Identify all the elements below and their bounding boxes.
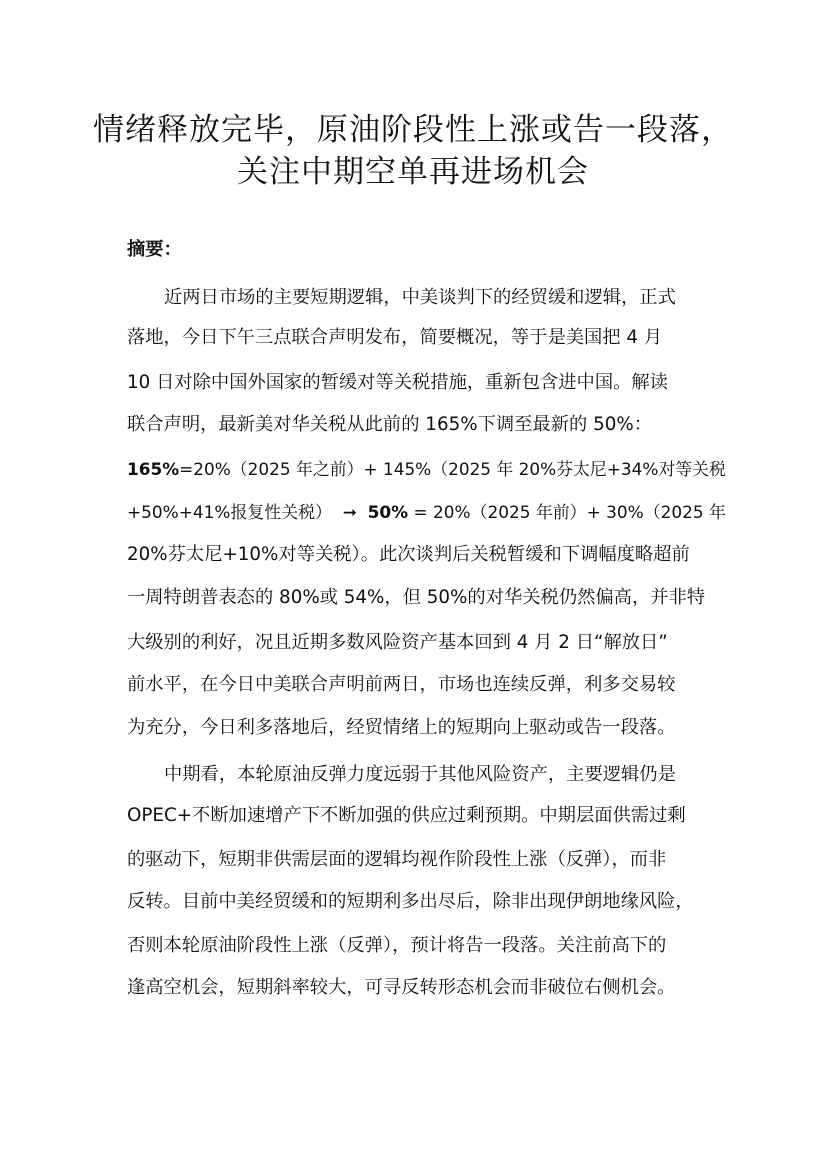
tariff-total-before: 165% [127,459,180,479]
paragraph-1-line-3: 10 日对除中国外国家的暂缓对等关税措施，重新包含进中国。解读 [127,372,668,393]
summary-label: 摘要： [127,239,182,260]
formula-line-2 [127,502,726,522]
arrow-right-icon: ➞ [342,502,357,522]
paragraph-2-line-4: 反转。目前中美经贸缓和的短期利多出尽后，除非出现伊朗地缘风险， [127,891,694,912]
formula-line-4: 一周特朗普表态的 80%或 54%，但 50%的对华关税仍然偏高，并非特 [127,587,706,608]
paragraph-2-line-6: 逢高空机会，短期斜率较大，可寻反转形态机会而非破位右侧机会。 [127,977,676,998]
formula-line-7: 为充分，今日利多落地后，经贸情绪上的短期向上驱动或告一段落。 [127,717,676,738]
paragraph-2-line-5: 否则本轮原油阶段性上涨（反弹），预计将告一段落。关注前高下的 [127,935,667,956]
formula-line-2-pre: +50%+41%报复性关税） [127,502,332,522]
formula-line-1 [127,459,726,479]
formula-line-2-post: = 20%（2025 年前）+ 30%（2025 年 [408,502,726,522]
paragraph-2-line-2: OPEC+不断加速增产下不断加强的供应过剩预期。中期层面供需过剩 [127,805,686,826]
paragraph-1-line-2: 落地，今日下午三点联合声明发布，简要概况，等于是美国把 4 月 [127,327,663,348]
document-body [127,0,726,1169]
tariff-total-after: 50% [367,502,409,522]
formula-line-3: 20%芬太尼+10%对等关税）。此次谈判后关税暂缓和下调幅度略超前 [127,544,690,565]
paragraph-1-line-4: 联合声明，最新美对华关税从此前的 165%下调至最新的 50%： [127,414,652,435]
paragraph-2-line-3: 的驱动下，短期非供需层面的逻辑均视作阶段性上涨（反弹），而非 [127,849,667,870]
document-title-line-2: 关注中期空单再进场机会 [237,154,589,190]
paragraph-2-line-1: 中期看，本轮原油反弹力度远弱于其他风险资产，主要逻辑仍是 [164,764,676,785]
document-title-line-1: 情绪释放完毕，原油阶段性上涨或告一段落， [93,112,733,148]
formula-line-6: 前水平，在今日中美联合声明前两日，市场也连续反弹，利多交易较 [127,674,676,695]
formula-line-5: 大级别的利好，况且近期多数风险资产基本回到 4 月 2 日“解放日” [127,632,668,653]
formula-line-1-text: =20%（2025 年之前）+ 145%（2025 年 20%芬太尼+34%对等关税 [179,459,726,479]
paragraph-1-line-1: 近两日市场的主要短期逻辑，中美谈判下的经贸缓和逻辑，正式 [164,287,676,308]
